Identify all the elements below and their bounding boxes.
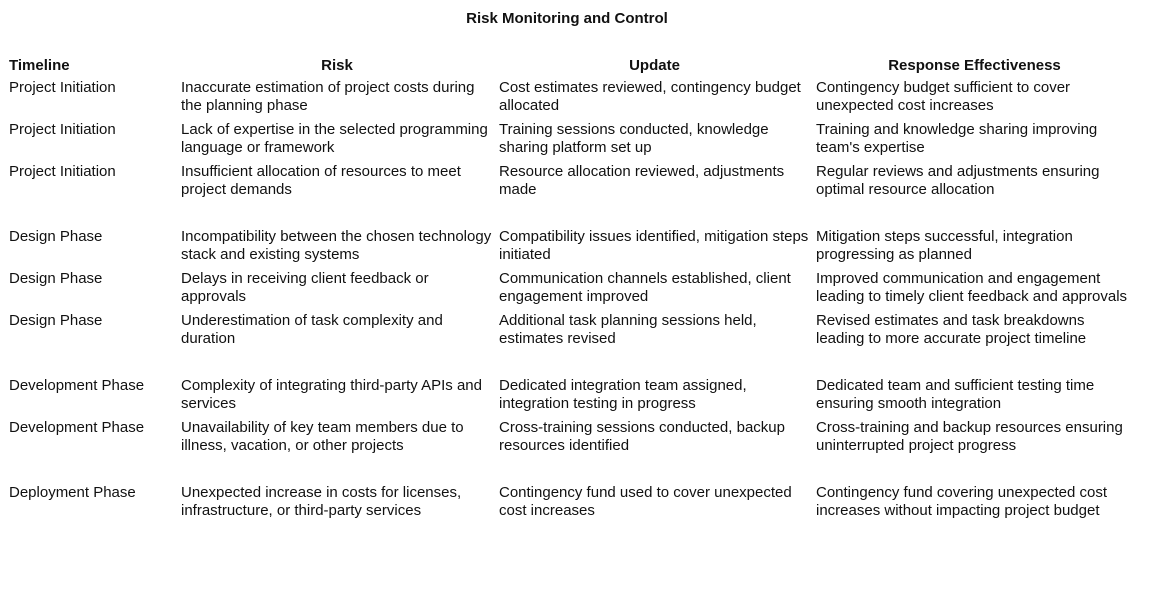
cell-risk: Lack of expertise in the selected programming language or framework (181, 121, 488, 156)
cell-timeline: Development Phase (9, 377, 145, 394)
cell-timeline: Design Phase (9, 270, 103, 287)
cell-risk: Incompatibility between the chosen technology stack and existing systems (181, 228, 492, 263)
cell-timeline: Project Initiation (9, 121, 116, 138)
cell-timeline: Deployment Phase (9, 484, 136, 501)
cell-response-effectiveness: Improved communication and engagement leading to timely client feedback and approvals (816, 270, 1128, 305)
cell-response-effectiveness: Dedicated team and sufficient testing time ensuring smooth integration (816, 377, 1095, 412)
cell-response-effectiveness: Revised estimates and task breakdowns leading to more accurate project timeline (816, 312, 1087, 347)
header-timeline: Timeline (9, 57, 70, 74)
cell-timeline: Project Initiation (9, 79, 116, 96)
cell-timeline: Development Phase (9, 419, 145, 436)
table-row (6, 270, 1136, 312)
cell-update: Resource allocation reviewed, adjustments made (499, 163, 785, 198)
cell-update: Compatibility issues identified, mitigation steps initiated (499, 228, 809, 263)
cell-risk: Complexity of integrating third-party APIs and services (181, 377, 482, 412)
cell-timeline: Design Phase (9, 312, 103, 329)
cell-timeline: Design Phase (9, 228, 103, 245)
table-row (6, 163, 1136, 228)
cell-update: Additional task planning sessions held, estimates revised (499, 312, 757, 347)
cell-update: Communication channels established, client engagement improved (499, 270, 791, 305)
cell-risk: Inaccurate estimation of project costs during the planning phase (181, 79, 475, 114)
cell-risk: Insufficient allocation of resources to meet project demands (181, 163, 461, 198)
table-row (6, 121, 1136, 163)
cell-response-effectiveness: Cross-training and backup resources ensuring uninterrupted project progress (816, 419, 1123, 454)
cell-response-effectiveness: Mitigation steps successful, integration progressing as planned (816, 228, 1073, 263)
cell-update: Training sessions conducted, knowledge sharing platform set up (499, 121, 769, 156)
table-row (6, 419, 1136, 484)
cell-risk: Unexpected increase in costs for licenses, infrastructure, or third-party services (181, 484, 462, 519)
table-row (6, 377, 1136, 419)
cell-update: Cross-training sessions conducted, backup resources identified (499, 419, 785, 454)
document-title: Risk Monitoring and Control (466, 10, 668, 27)
table-row (6, 79, 1136, 121)
cell-response-effectiveness: Regular reviews and adjustments ensuring optimal resource allocation (816, 163, 1100, 198)
cell-response-effectiveness: Training and knowledge sharing improving team's expertise (816, 121, 1098, 156)
cell-update: Dedicated integration team assigned, integration testing in progress (499, 377, 747, 412)
header-update: Update (629, 57, 680, 74)
risk-table (6, 55, 1136, 526)
table-row (6, 484, 1136, 526)
cell-risk: Delays in receiving client feedback or approvals (181, 270, 429, 305)
header-response-effectiveness: Response Effectiveness (888, 57, 1061, 74)
table-header-row (6, 55, 1136, 79)
cell-response-effectiveness: Contingency budget sufficient to cover unexpected cost increases (816, 79, 1071, 114)
cell-timeline: Project Initiation (9, 163, 116, 180)
cell-update: Contingency fund used to cover unexpected cost increases (499, 484, 792, 519)
cell-risk: Unavailability of key team members due to illness, vacation, or other projects (181, 419, 464, 454)
cell-risk: Underestimation of task complexity and duration (181, 312, 443, 347)
table-row (6, 312, 1136, 377)
header-risk: Risk (321, 57, 353, 74)
table-row (6, 228, 1136, 270)
cell-response-effectiveness: Contingency fund covering unexpected cost increases without impacting project budget (816, 484, 1108, 519)
cell-update: Cost estimates reviewed, contingency budget allocated (499, 79, 801, 114)
